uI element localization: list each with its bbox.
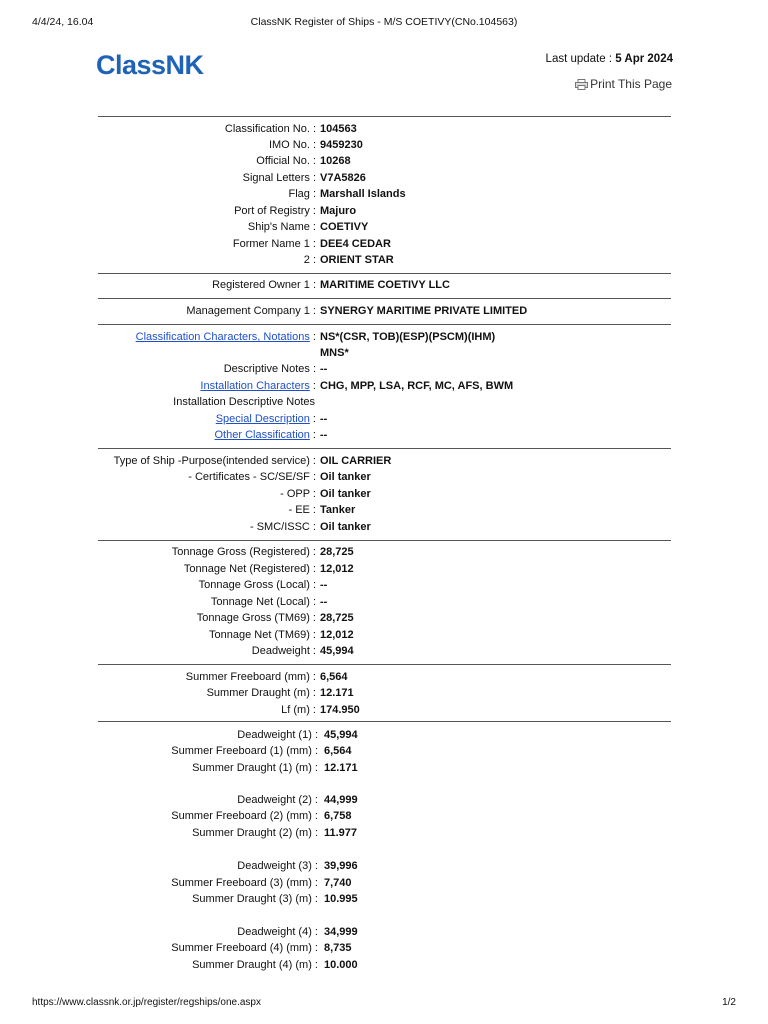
field-label: Flag :	[288, 188, 316, 200]
row-summer-draught-1	[0, 760, 768, 776]
row-tonnage-gross-registered	[0, 544, 768, 560]
row-port-of-registry	[0, 203, 768, 219]
row-summer-freeboard-4	[0, 940, 768, 956]
field-label: Tonnage Net (Registered) :	[183, 563, 316, 575]
special-description-link[interactable]: Special Description	[215, 413, 310, 425]
field-value: 10.995	[324, 893, 358, 905]
divider	[98, 540, 671, 541]
print-page-label: Print This Page	[590, 77, 672, 91]
field-label: Tonnage Net (TM69) :	[209, 629, 316, 641]
row-classification-characters-cont	[0, 345, 768, 361]
field-value: Marshall Islands	[320, 188, 406, 200]
field-value: OIL CARRIER	[320, 455, 392, 467]
row-lf	[0, 702, 768, 718]
field-value: Oil tanker	[320, 521, 371, 533]
field-label: Deadweight (4) :	[237, 926, 318, 938]
field-label: Summer Draught (2) (m) :	[192, 827, 318, 839]
field-label: Deadweight (3) :	[237, 860, 318, 872]
row-installation-characters	[0, 378, 768, 394]
divider	[98, 448, 671, 449]
field-label: Tonnage Gross (Registered) :	[171, 546, 316, 558]
field-value: 6,564	[320, 671, 348, 683]
field-value: --	[320, 596, 328, 608]
field-label: Former Name 1 :	[232, 238, 316, 250]
field-value: CHG, MPP, LSA, RCF, MC, AFS, BWM	[320, 380, 514, 392]
row-tonnage-net-tm69	[0, 627, 768, 643]
field-label: IMO No. :	[268, 139, 316, 151]
field-value: 6,758	[324, 810, 352, 822]
field-value: 12,012	[320, 563, 354, 575]
row-summer-freeboard-3	[0, 875, 768, 891]
printer-icon	[575, 79, 588, 90]
field-label: Official No. :	[256, 155, 316, 167]
row-official-no	[0, 153, 768, 169]
divider	[98, 664, 671, 665]
field-label: Tonnage Gross (TM69) :	[196, 612, 316, 624]
field-label: - Certificates - SC/SE/SF :	[188, 471, 316, 483]
print-page-title: ClassNK Register of Ships - M/S COETIVY(CNo.104563)	[250, 16, 518, 28]
row-classification-characters	[0, 329, 768, 345]
label-colon: :	[309, 413, 316, 425]
print-url: https://www.classnk.or.jp/register/regships/one.aspx	[32, 997, 261, 1008]
field-value: 174.950	[320, 704, 360, 716]
field-value: 45,994	[320, 645, 354, 657]
field-label: Lf (m) :	[281, 704, 316, 716]
classification-characters-link[interactable]: Classification Characters, Notations	[135, 331, 310, 343]
field-label: Summer Freeboard (2) (mm) :	[171, 810, 318, 822]
row-deadweight-2	[0, 792, 768, 808]
field-label: Tonnage Net (Local) :	[210, 596, 316, 608]
row-summer-draught-2	[0, 825, 768, 841]
field-value: Majuro	[320, 205, 357, 217]
divider	[98, 298, 671, 299]
row-summer-draught-3	[0, 891, 768, 907]
field-label: Summer Draught (1) (m) :	[192, 762, 318, 774]
field-value: Tanker	[320, 504, 356, 516]
field-value: 104563	[320, 123, 357, 135]
field-label: Deadweight (1) :	[237, 729, 318, 741]
field-value: 10.000	[324, 959, 358, 971]
row-certificates	[0, 469, 768, 485]
field-label: Deadweight (2) :	[237, 794, 318, 806]
field-value: 28,725	[320, 612, 354, 624]
field-label: - SMC/ISSC :	[249, 521, 316, 533]
field-value: 11.977	[324, 827, 358, 839]
divider	[98, 721, 671, 722]
row-former-name-1	[0, 236, 768, 252]
row-tonnage-net-registered	[0, 561, 768, 577]
row-signal-letters	[0, 170, 768, 186]
field-value: 7,740	[324, 877, 352, 889]
divider	[98, 273, 671, 274]
field-value: V7A5826	[320, 172, 366, 184]
field-value: Oil tanker	[320, 488, 371, 500]
field-value: 12.171	[320, 687, 354, 699]
field-label	[215, 427, 317, 443]
field-value: DEE4 CEDAR	[320, 238, 391, 250]
print-page-button[interactable]	[575, 77, 672, 91]
row-other-classification	[0, 427, 768, 443]
field-value: --	[320, 429, 328, 441]
field-label: Type of Ship -Purpose(intended service) :	[113, 455, 316, 467]
field-value: MNS*	[320, 347, 349, 359]
row-tonnage-gross-tm69	[0, 610, 768, 626]
row-summer-freeboard	[0, 669, 768, 685]
field-label: Summer Draught (3) (m) :	[192, 893, 318, 905]
field-label: Tonnage Gross (Local) :	[198, 579, 316, 591]
row-smc-issc	[0, 519, 768, 535]
field-label	[136, 329, 316, 345]
row-registered-owner	[0, 277, 768, 293]
field-value: COETIVY	[320, 221, 369, 233]
field-value: 9459230	[320, 139, 363, 151]
print-datetime: 4/4/24, 16.04	[32, 16, 94, 28]
row-former-name-2	[0, 252, 768, 268]
field-label: Deadweight :	[251, 645, 316, 657]
label-colon: :	[309, 331, 316, 343]
divider	[98, 324, 671, 325]
row-summer-draught	[0, 685, 768, 701]
row-ee	[0, 502, 768, 518]
row-flag	[0, 186, 768, 202]
installation-characters-link[interactable]: Installation Characters	[200, 380, 310, 392]
row-management-company	[0, 303, 768, 319]
row-imo-no	[0, 137, 768, 153]
field-label: - OPP :	[280, 488, 316, 500]
field-value: 34,999	[324, 926, 358, 938]
field-label: Ship's Name :	[247, 221, 316, 233]
row-deadweight-3	[0, 858, 768, 874]
field-label: Summer Freeboard (4) (mm) :	[171, 942, 318, 954]
last-update-value: 5 Apr 2024	[615, 53, 673, 65]
row-summer-draught-4	[0, 957, 768, 973]
field-value: 39,996	[324, 860, 358, 872]
field-value: SYNERGY MARITIME PRIVATE LIMITED	[320, 305, 528, 317]
row-descriptive-notes	[0, 361, 768, 377]
classnk-logo[interactable]: ClassNK	[96, 50, 204, 80]
field-label: - EE :	[288, 504, 316, 516]
field-value: 45,994	[324, 729, 358, 741]
field-label: Summer Draught (m) :	[206, 687, 316, 699]
field-value: 12,012	[320, 629, 354, 641]
field-value: ORIENT STAR	[320, 254, 394, 266]
field-value: --	[320, 579, 328, 591]
label-colon: :	[309, 380, 316, 392]
row-tonnage-net-local	[0, 594, 768, 610]
field-label: Classification No. :	[224, 123, 316, 135]
field-value: --	[320, 363, 328, 375]
row-deadweight-4	[0, 924, 768, 940]
row-installation-descriptive-notes	[0, 394, 768, 410]
field-label: Registered Owner 1 :	[212, 279, 316, 291]
field-label: 2 :	[303, 254, 316, 266]
field-label: Summer Freeboard (1) (mm) :	[171, 745, 318, 757]
field-value: MARITIME COETIVY LLC	[320, 279, 450, 291]
field-label: Management Company 1 :	[186, 305, 316, 317]
row-summer-freeboard-1	[0, 743, 768, 759]
field-label	[200, 378, 316, 394]
field-value: 28,725	[320, 546, 354, 558]
row-classification-no	[0, 121, 768, 137]
row-opp	[0, 486, 768, 502]
row-deadweight-1	[0, 727, 768, 743]
print-page-count: 1/2	[722, 997, 736, 1008]
field-value: 44,999	[324, 794, 358, 806]
row-deadweight	[0, 643, 768, 659]
field-value: 6,564	[324, 745, 352, 757]
field-value: NS*(CSR, TOB)(ESP)(PSCM)(IHM)	[320, 331, 496, 343]
field-value: 8,735	[324, 942, 352, 954]
field-label: Descriptive Notes :	[223, 363, 316, 375]
field-label	[216, 411, 316, 427]
field-value: Oil tanker	[320, 471, 371, 483]
row-summer-freeboard-2	[0, 808, 768, 824]
row-type-of-ship	[0, 453, 768, 469]
row-tonnage-gross-local	[0, 577, 768, 593]
field-value: 10268	[320, 155, 351, 167]
field-label: Port of Registry :	[234, 205, 316, 217]
field-label: Signal Letters :	[242, 172, 316, 184]
field-value: --	[320, 413, 328, 425]
field-label: Summer Freeboard (mm) :	[185, 671, 316, 683]
last-update	[546, 53, 673, 65]
field-value: 12.171	[324, 762, 358, 774]
last-update-label: Last update :	[545, 53, 613, 65]
field-label: Installation Descriptive Notes	[173, 396, 315, 408]
row-ships-name	[0, 219, 768, 235]
field-label: Summer Draught (4) (m) :	[192, 959, 318, 971]
other-classification-link[interactable]: Other Classification	[214, 429, 310, 441]
row-special-description	[0, 411, 768, 427]
label-colon: :	[309, 429, 316, 441]
divider	[98, 116, 671, 117]
field-label: Summer Freeboard (3) (mm) :	[171, 877, 318, 889]
